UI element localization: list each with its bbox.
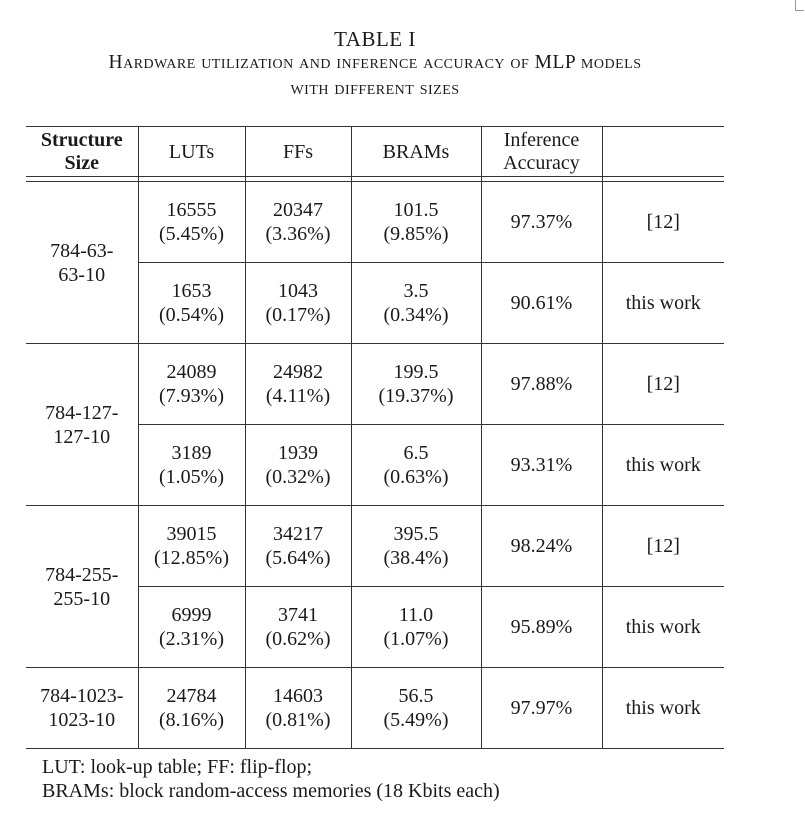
brams-cell: 56.5 (5.49%) [351,668,481,749]
brams-cell: 11.0 (1.07%) [351,587,481,668]
luts-cell: 24784 (8.16%) [138,668,245,749]
accuracy-cell: 97.97% [481,668,602,749]
header-ffs: FFs [245,127,351,177]
accuracy-cell: 90.61% [481,263,602,344]
ffs-cell: 24982 (4.11%) [245,344,351,425]
ffs-cell: 1043 (0.17%) [245,263,351,344]
luts-cell: 24089 (7.93%) [138,344,245,425]
header-source [602,127,724,177]
accuracy-cell: 97.88% [481,344,602,425]
accuracy-cell: 98.24% [481,506,602,587]
table-caption-line-1: Hardware utilization and inference accuracy of MLP models [108,52,642,73]
brams-cell: 6.5 (0.63%) [351,425,481,506]
accuracy-cell: 95.89% [481,587,602,668]
luts-cell: 3189 (1.05%) [138,425,245,506]
structure-size-cell: 784-255- 255-10 [26,506,138,668]
header-row [26,127,724,177]
results-table [26,126,724,749]
ffs-cell: 14603 (0.81%) [245,668,351,749]
source-cell: this work [602,587,724,668]
table-caption-line-2: with different sizes [290,78,460,99]
structure-size-cell: 784-63- 63-10 [26,182,138,344]
footnote-brams: BRAMs: block random-access memories (18 Kbits each) [42,780,500,802]
accuracy-cell: 97.37% [481,182,602,263]
structure-size-cell: 784-1023- 1023-10 [26,668,138,749]
table-row [26,344,724,425]
luts-cell: 1653 (0.54%) [138,263,245,344]
brams-cell: 3.5 (0.34%) [351,263,481,344]
table-caption-title: TABLE I [334,27,416,51]
table-row [26,182,724,263]
source-cell: [12] [602,344,724,425]
ffs-cell: 20347 (3.36%) [245,182,351,263]
table-row [26,506,724,587]
brams-cell: 101.5 (9.85%) [351,182,481,263]
brams-cell: 395.5 (38.4%) [351,506,481,587]
ffs-cell: 34217 (5.64%) [245,506,351,587]
luts-cell: 6999 (2.31%) [138,587,245,668]
source-cell: [12] [602,506,724,587]
source-cell: this work [602,263,724,344]
luts-cell: 16555 (5.45%) [138,182,245,263]
ffs-cell: 1939 (0.32%) [245,425,351,506]
accuracy-cell: 93.31% [481,425,602,506]
page-corner-mark [795,0,804,11]
header-luts: LUTs [138,127,245,177]
header-structure-size: Structure Size [26,127,138,177]
source-cell: [12] [602,182,724,263]
ffs-cell: 3741 (0.62%) [245,587,351,668]
header-brams: BRAMs [351,127,481,177]
brams-cell: 199.5 (19.37%) [351,344,481,425]
luts-cell: 39015 (12.85%) [138,506,245,587]
footnote-abbreviations: LUT: look-up table; FF: flip-flop; [42,756,313,778]
source-cell: this work [602,668,724,749]
header-inference-accuracy: Inference Accuracy [481,127,602,177]
table-row [26,668,724,749]
structure-size-cell: 784-127- 127-10 [26,344,138,506]
source-cell: this work [602,425,724,506]
